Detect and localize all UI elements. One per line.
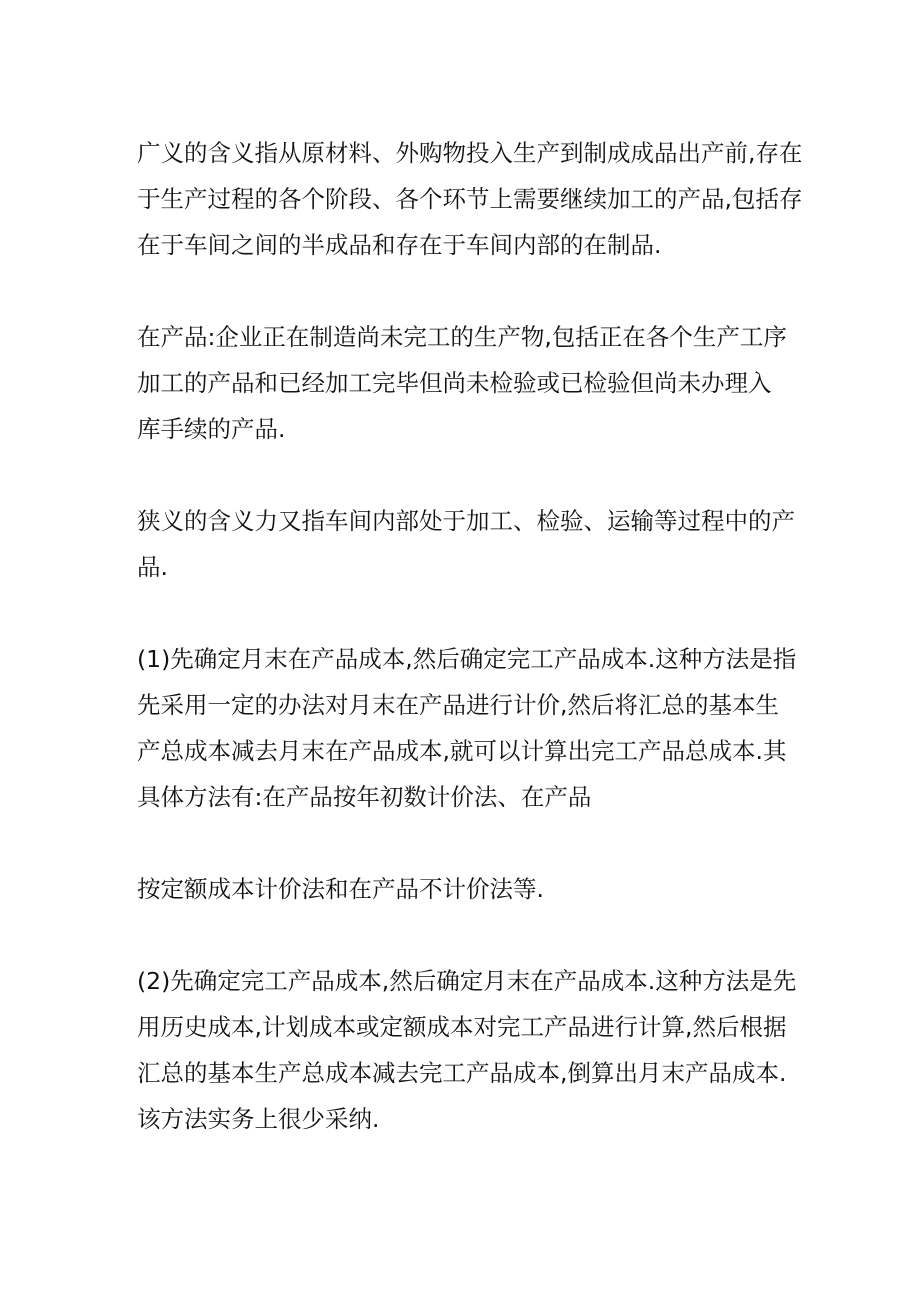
- paragraph-method-2: [137, 958, 797, 1142]
- paragraph-wip-definition: [137, 314, 787, 452]
- text-line: 库手续的产品.: [137, 415, 286, 443]
- paragraph-broad-definition: [137, 130, 803, 268]
- text-line: 在产品:企业正在制造尚未完工的生产物,包括正在各个生产工序: [137, 323, 787, 351]
- paragraph-method-1: [137, 636, 797, 820]
- text-line: 先采用一定的办法对月末在产品进行计价,然后将汇总的基本生: [137, 691, 779, 719]
- text-line: 产总成本减去月末在产品成本,就可以计算出完工产品总成本.其: [137, 737, 787, 765]
- text-line: 用历史成本,计划成本或定额成本对完工产品进行计算,然后根据: [137, 1013, 787, 1041]
- text-line: 于生产过程的各个阶段、各个环节上需要继续加工的产品,包括存: [137, 185, 803, 213]
- text-line: 该方法实务上很少采纳.: [137, 1105, 380, 1133]
- text-line: 品.: [137, 553, 168, 581]
- text-line: 在于车间之间的半成品和存在于车间内部的在制品.: [137, 231, 662, 259]
- text-line: 狭义的含义力又指车间内部处于加工、检验、运输等过程中的产: [137, 507, 795, 535]
- text-line: 加工的产品和已经加工完毕但尚未检验或已检验但尚未办理入: [137, 369, 772, 397]
- text-line: (2)先确定完工产品成本,然后确定月末在产品成本.这种方法是先: [137, 967, 797, 995]
- text-line: 广义的含义指从原材料、外购物投入生产到制成成品出产前,存在: [137, 139, 803, 167]
- paragraph-narrow-definition: [137, 498, 795, 590]
- text-line: 具体方法有:在产品按年初数计价法、在产品: [137, 783, 592, 811]
- paragraph-method-1-continued: [137, 866, 787, 912]
- text-line: 按定额成本计价法和在产品不计价法等.: [137, 875, 544, 903]
- document-body: [137, 130, 803, 1188]
- text-line: (1)先确定月末在产品成本,然后确定完工产品成本.这种方法是指: [137, 645, 797, 673]
- text-line: 汇总的基本生产总成本减去完工产品成本,倒算出月末产品成本.: [137, 1059, 787, 1087]
